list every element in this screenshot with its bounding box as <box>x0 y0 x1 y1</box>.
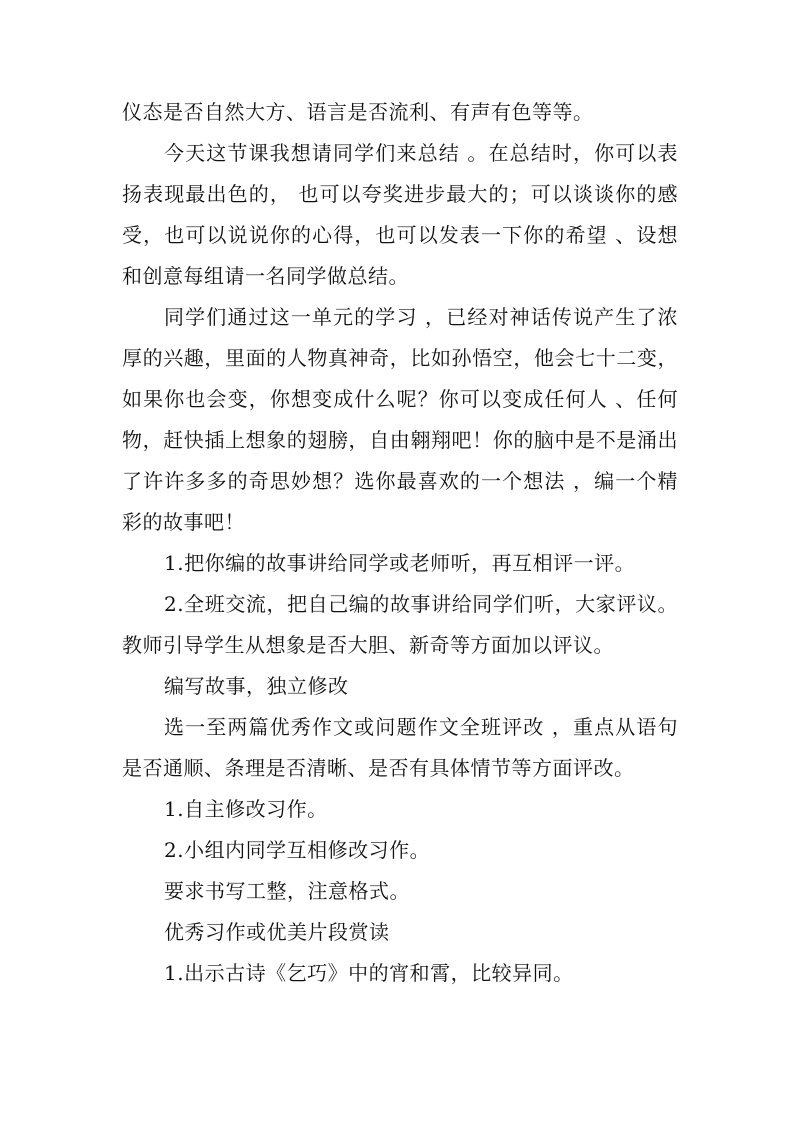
paragraph-5: 2.全班交流，把自己编的故事讲给同学们听，大家评议。教师引导学生从想象是否大胆、新奇等方面加以评议。 <box>122 592 678 657</box>
document-body <box>122 92 678 994</box>
paragraph-11: 优秀习作或优美片段赏读 <box>164 920 390 944</box>
paragraph-8: 1.自主修改习作。 <box>164 797 328 821</box>
paragraph-10: 要求书写工整，注意格式。 <box>164 879 410 903</box>
paragraph-9: 2.小组内同学互相修改习作。 <box>164 838 431 862</box>
paragraph-2: 今天这节课我想请同学们来总结 。在总结时，你可以表扬表现最出色的， 也可以夸奖进步最大的；可以谈谈你的感受，也可以说说你的心得，也可以发表一下你的希望 、设想和创意每组请一名同学做总结。 <box>122 141 678 288</box>
paragraph-1: 仪态是否自然大方、语言是否流利、有声有色等等。 <box>122 100 594 124</box>
paragraph-6: 编写故事，独立修改 <box>164 674 349 698</box>
paragraph-3: 同学们通过这一单元的学习 ，已经对神话传说产生了浓厚的兴趣，里面的人物真神奇，比如孙悟空，他会七十二变，如果你也会变，你想变成什么呢？你可以变成任何人 、任何物，赶快插上想象的翅膀，自由翱翔吧！你的脑中是不是涌出了许许多多的奇思妙想？选你最喜欢的一个想法 ，编一个精彩的故事吧！ <box>122 305 678 534</box>
paragraph-7: 选一至两篇优秀作文或问题作文全班评改 ，重点从语句是否通顺、条理是否清晰、是否有具体情节等方面评改。 <box>122 715 678 780</box>
paragraph-4: 1.把你编的故事讲给同学或老师听，再互相评一评。 <box>164 551 636 575</box>
paragraph-12: 1.出示古诗《乞巧》中的宵和霄，比较异同。 <box>164 961 574 985</box>
